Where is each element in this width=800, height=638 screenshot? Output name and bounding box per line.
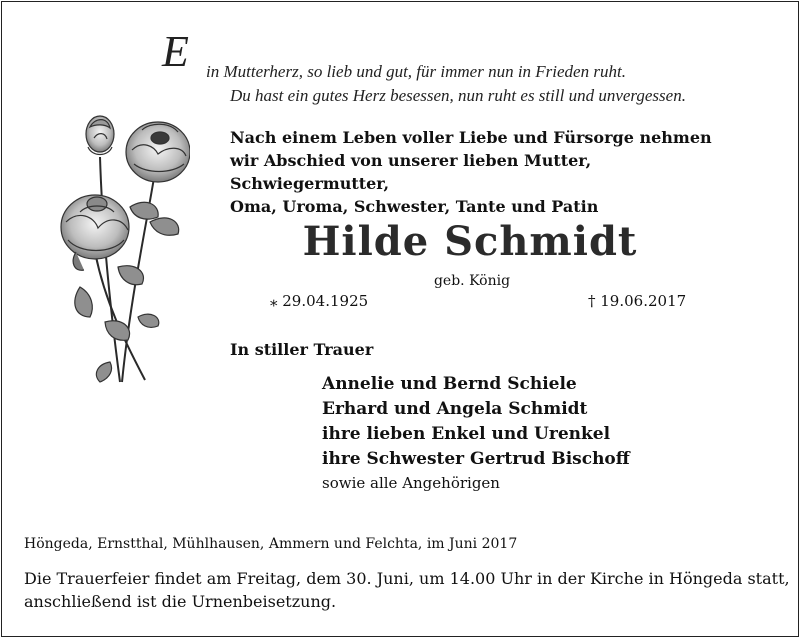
funeral-service-info [24,567,794,613]
quote-initial: E [162,27,189,76]
intro-line-1: Nach einem Leben voller Liebe und Fürsorge nehmen [230,128,712,147]
deceased-name: Hilde Schmidt [302,218,638,265]
service-line-2: anschließend ist die Urnenbeisetzung. [24,592,337,611]
mourners-list [322,372,742,494]
places-and-date: Höngeda, Ernstthal, Mühlhausen, Ammern und Felchta, im Juni 2017 [24,536,518,552]
mourner-4: ihre Schwester Gertrud Bischoff [322,449,630,469]
mourner-3: ihre lieben Enkel und Urenkel [322,424,611,444]
intro-text [230,126,750,218]
mourner-1: Annelie und Bernd Schiele [322,374,577,394]
quote-line-2: Du hast ein gutes Herz besessen, nun ruht es still und unvergessen. [230,86,686,105]
mourning-heading: In stiller Trauer [230,340,374,359]
birth-date: ⁎ 29.04.1925 [270,292,369,310]
intro-line-2: wir Abschied von unserer lieben Mutter, Schwiegermutter, [230,151,592,193]
service-line-1: Die Trauerfeier findet am Freitag, dem 30. Juni, um 14.00 Uhr in der Kirche in Höngeda statt, [24,569,790,588]
roses-illustration-icon [50,112,190,387]
maiden-name: geb. König [433,273,511,289]
death-date: † 19.06.2017 [588,292,687,310]
intro-line-3: Oma, Uroma, Schwester, Tante und Patin [230,197,599,216]
obituary-card [1,1,799,637]
mourners-closing: sowie alle Angehörigen [322,474,500,492]
mourner-2: Erhard und Angela Schmidt [322,399,588,419]
quote-line-1: in Mutterherz, so lieb und gut, für immer nun in Frieden ruht. [206,62,626,81]
